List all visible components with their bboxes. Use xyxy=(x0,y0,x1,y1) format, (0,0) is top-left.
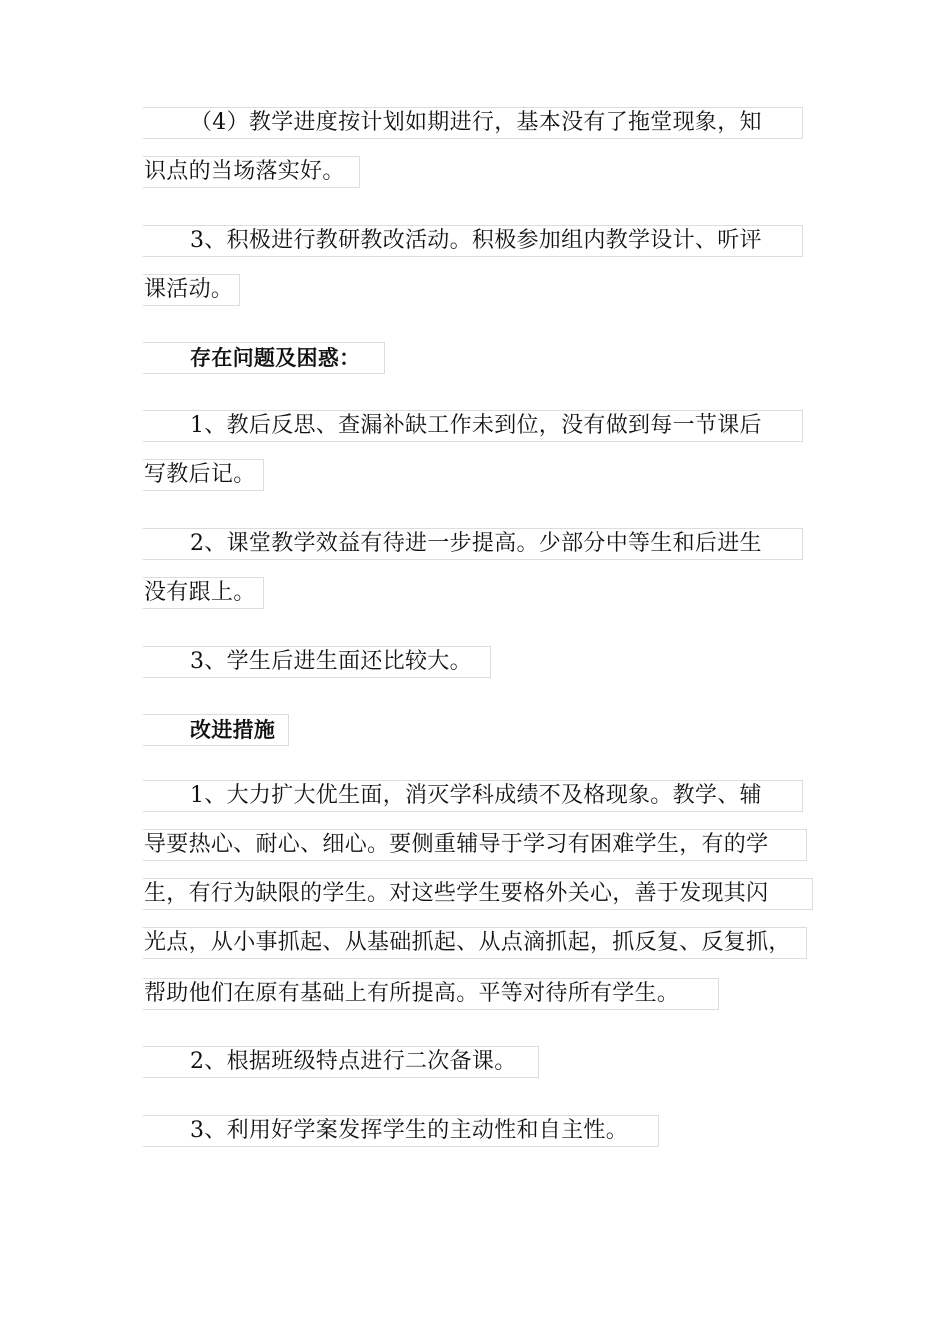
paragraph-line: 导要热心、耐心、细心。要侧重辅导于学习有困难学生，有的学 xyxy=(143,829,807,861)
section-heading: 存在问题及困惑： xyxy=(143,342,385,374)
paragraph-line: 没有跟上。 xyxy=(143,577,264,609)
paragraph-line: 1、大力扩大优生面，消灭学科成绩不及格现象。教学、辅 xyxy=(143,780,803,812)
paragraph-line: 1、教后反思、查漏补缺工作未到位，没有做到每一节课后 xyxy=(143,410,803,442)
paragraph-line: 写教后记。 xyxy=(143,459,264,491)
paragraph-line: 2、根据班级特点进行二次备课。 xyxy=(143,1046,539,1078)
paragraph-line: 3、利用好学案发挥学生的主动性和自主性。 xyxy=(143,1115,659,1147)
paragraph-line: 课活动。 xyxy=(143,274,240,306)
paragraph-line: 生，有行为缺限的学生。对这些学生要格外关心，善于发现其闪 xyxy=(143,878,813,910)
paragraph-line: 2、课堂教学效益有待进一步提高。少部分中等生和后进生 xyxy=(143,528,803,560)
paragraph-line: 光点，从小事抓起、从基础抓起、从点滴抓起，抓反复、反复抓， xyxy=(143,927,807,959)
section-heading: 改进措施 xyxy=(143,714,289,746)
paragraph-line: 3、积极进行教研教改活动。积极参加组内教学设计、听评 xyxy=(143,225,803,257)
paragraph-line: 识点的当场落实好。 xyxy=(143,156,360,188)
paragraph-line: 3、学生后进生面还比较大。 xyxy=(143,646,491,678)
paragraph-line: 帮助他们在原有基础上有所提高。平等对待所有学生。 xyxy=(143,978,719,1010)
paragraph-line: （4）教学进度按计划如期进行，基本没有了拖堂现象，知 xyxy=(143,107,803,139)
